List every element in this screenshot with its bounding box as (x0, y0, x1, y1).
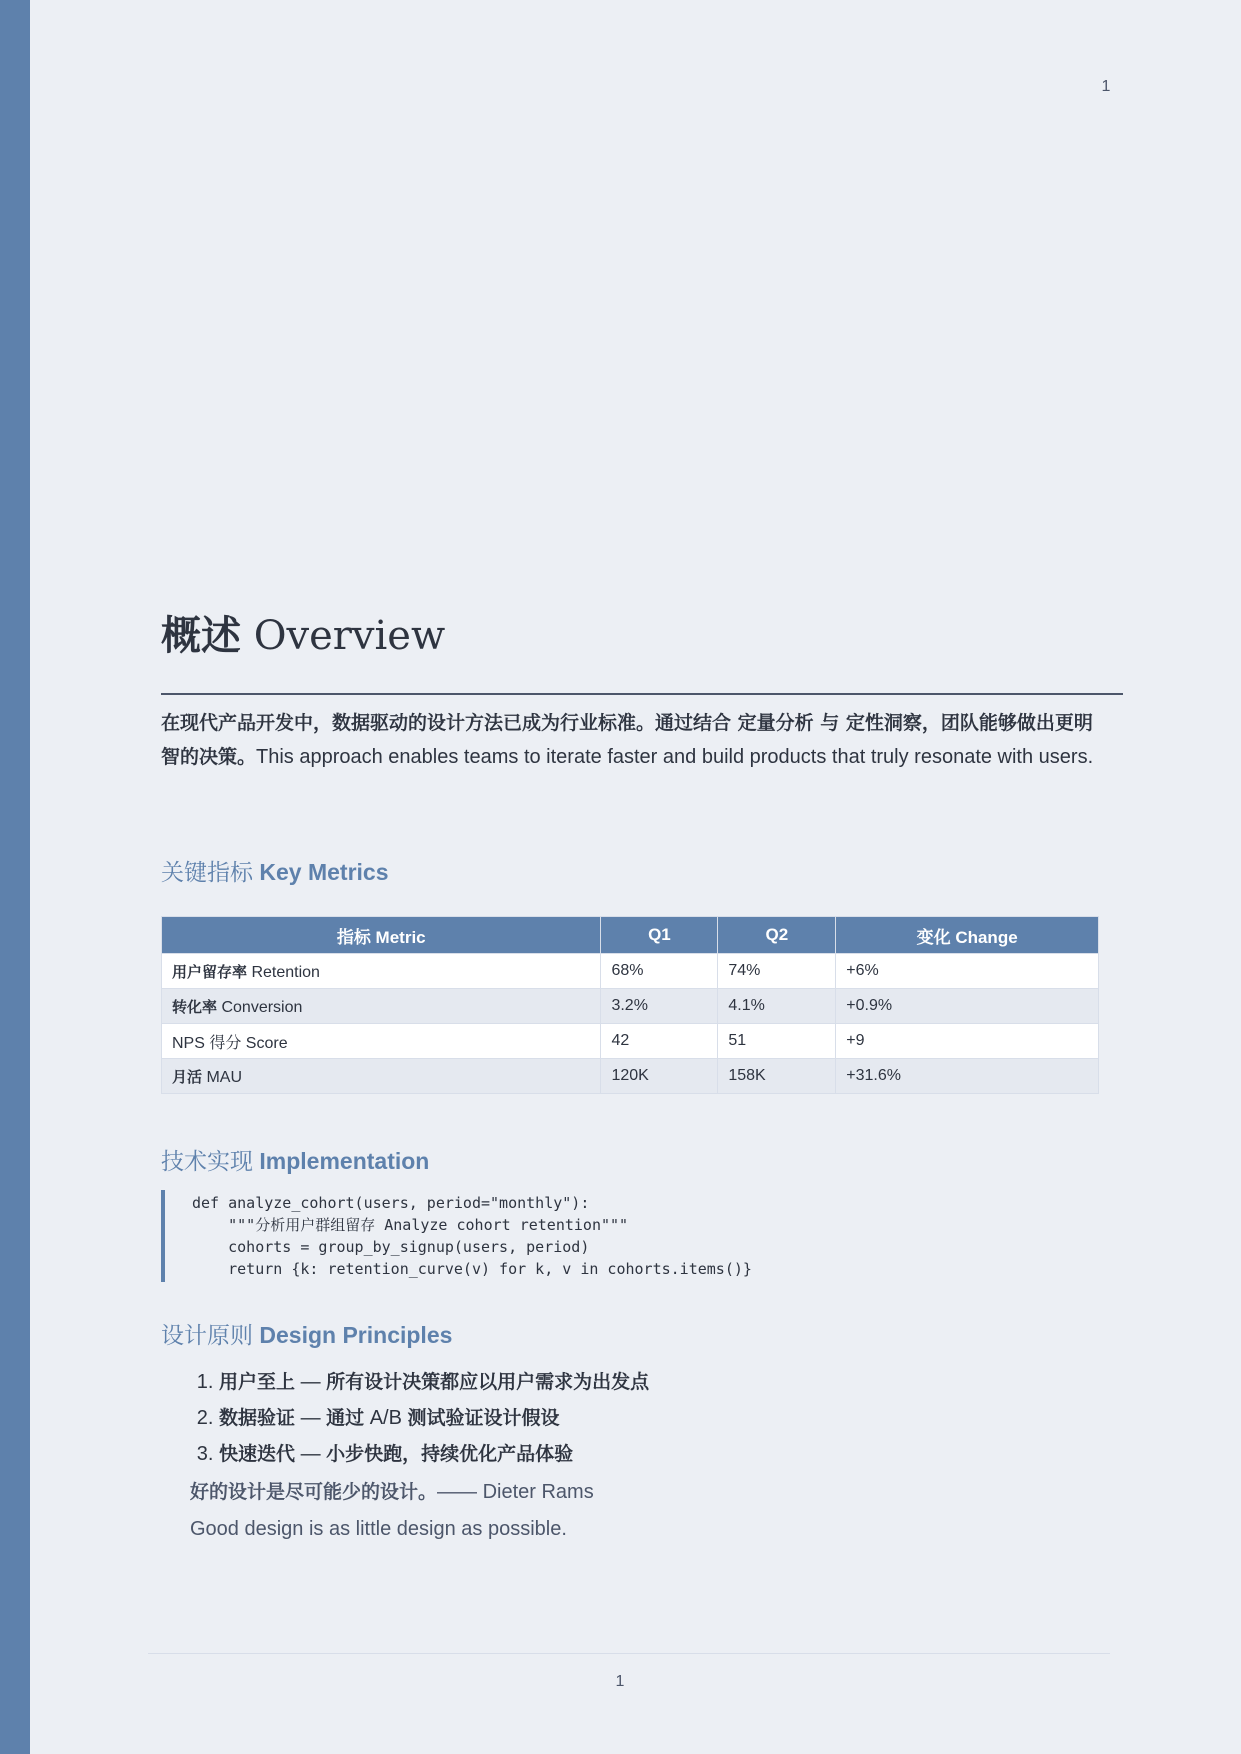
implementation-heading-en: Implementation (253, 1148, 430, 1174)
key-metrics-table (161, 916, 1099, 1094)
implementation-heading (161, 1146, 429, 1177)
title-divider (161, 693, 1123, 695)
page-number-bottom: 1 (615, 1673, 625, 1690)
design-principles-heading-en: Design Principles (253, 1322, 453, 1348)
q2-cell: 158K (718, 1059, 836, 1094)
table-header-row (162, 917, 1099, 954)
quote-attribution: —— Dieter Rams (437, 1481, 594, 1503)
principle-separator: — (295, 1443, 327, 1465)
implementation-heading-zh: 技术实现 (161, 1149, 253, 1175)
metric-name-zh: 转化率 (172, 997, 218, 1016)
quote-zh: 好的设计是尽可能少的设计。 (190, 1481, 438, 1503)
change-cell: +0.9% (836, 989, 1099, 1024)
q1-cell: 120K (601, 1059, 718, 1094)
principle-separator: — (295, 1371, 327, 1393)
page-number-top: 1 (1101, 78, 1111, 95)
principle-name: 快速迭代 (219, 1443, 296, 1465)
change-cell: +31.6% (836, 1059, 1099, 1094)
q1-cell: 68% (601, 954, 718, 989)
key-metrics-heading (161, 857, 389, 888)
q1-cell: 3.2% (601, 989, 718, 1024)
q2-cell: 51 (718, 1024, 836, 1059)
key-metrics-heading-en: Key Metrics (253, 859, 389, 885)
column-header-q2: Q2 (718, 917, 836, 954)
change-cell: +9 (836, 1024, 1099, 1059)
principle-text-tail: 测试验证设计假设 (407, 1407, 560, 1429)
list-item (219, 1400, 649, 1436)
key-metrics-heading-zh: 关键指标 (161, 860, 253, 886)
principle-text-en: A/B (364, 1407, 408, 1429)
intro-zh: 在现代产品开发中，数据驱动的设计方法已成为行业标准。通过结合 定量分析 与 定性洞察，团队能够做出更明智的决策。 (161, 712, 1093, 768)
principle-text: 所有设计决策都应以用户需求为出发点 (326, 1371, 650, 1393)
change-cell: +6% (836, 954, 1099, 989)
page-title-en: Overview (241, 613, 446, 659)
principle-name: 数据验证 (219, 1407, 296, 1429)
design-principles-heading-zh: 设计原则 (161, 1323, 253, 1349)
metric-name-en: Score (241, 1034, 288, 1052)
design-principles-list (161, 1364, 649, 1472)
column-header-q1: Q1 (601, 917, 718, 954)
metric-cell (162, 954, 601, 989)
principle-separator: — (295, 1407, 327, 1429)
metric-name-zh: 月活 (172, 1067, 203, 1086)
quote-en-line: Good design is as little design as possible. (190, 1518, 567, 1540)
metric-name-zh: 用户留存率 (172, 962, 248, 981)
metric-name-en: Retention (247, 963, 320, 981)
page-title-zh: 概述 (161, 612, 241, 659)
metric-cell (162, 989, 601, 1024)
q2-cell: 74% (718, 954, 836, 989)
metric-name-en: Conversion (217, 998, 303, 1016)
q2-cell: 4.1% (718, 989, 836, 1024)
q1-cell: 42 (601, 1024, 718, 1059)
table-row (162, 1024, 1099, 1059)
column-header-metric: 指标 Metric (162, 917, 601, 954)
table-row (162, 1059, 1099, 1094)
principle-text: 通过 (326, 1407, 365, 1429)
side-accent-bar (0, 0, 30, 1754)
design-principles-heading (161, 1320, 452, 1351)
footer-divider (148, 1653, 1110, 1654)
principle-name: 用户至上 (219, 1371, 296, 1393)
metric-name-en: MAU (202, 1068, 243, 1086)
code-block: def analyze_cohort(users, period="monthly"): """分析用户群组留存 Analyze cohort retention""" cohorts = group_by_signup(users, period) return {k: retention_curve(v) for k, v in cohorts.items()} (161, 1190, 1092, 1282)
intro-en: This approach enables teams to iterate faster and build products that truly resonate with users. (256, 746, 1094, 768)
table-row (162, 989, 1099, 1024)
principle-text: 小步快跑，持续优化产品体验 (326, 1443, 574, 1465)
metric-cell (162, 1024, 601, 1059)
column-header-change: 变化 Change (836, 917, 1099, 954)
page-title (161, 606, 445, 666)
list-item (219, 1364, 649, 1400)
metric-name-zh: NPS 得分 (172, 1034, 242, 1052)
list-item (219, 1436, 649, 1472)
table-row (162, 954, 1099, 989)
quote-zh-line (190, 1477, 594, 1504)
metric-cell (162, 1059, 601, 1094)
intro-paragraph (161, 706, 1101, 774)
